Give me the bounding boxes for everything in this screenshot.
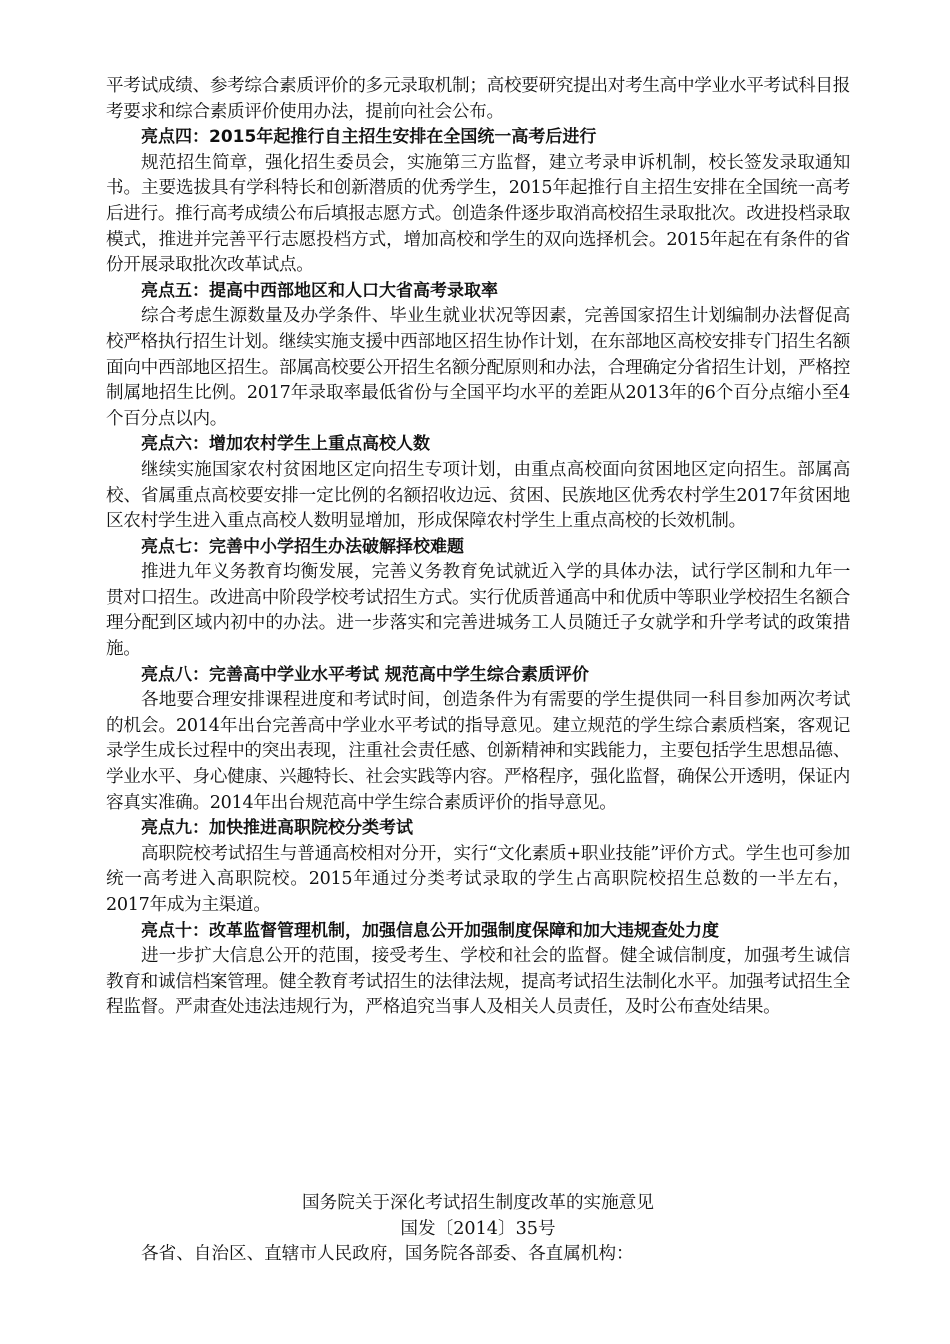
- section-body-7: 推进九年义务教育均衡发展，完善义务教育免试就近入学的具体办法，试行学区制和九年一贯对口招生。改进高中阶段学校考试招生方式。实行优质普通高中和优质中等职业学校招生名额合理分配到区域内初中的办法。进一步落实和完善进城务工人员随迁子女就学和升学考试的政策措施。: [106, 562, 850, 660]
- section-heading-6: 亮点六：增加农村学生上重点高校人数: [141, 434, 430, 455]
- section-heading-10: 亮点十：改革监督管理机制，加强信息公开加强制度保障和加大违规查处力度: [141, 920, 719, 941]
- section-heading-9: 亮点九：加快推进高职院校分类考试: [141, 818, 413, 839]
- section-body-9: 高职院校考试招生与普通高校相对分开，实行“文化素质+职业技能”评价方式。学生也可参加统一高考进入高职院校。2015年通过分类考试录取的学生占高职院校招生总数的一半左右，2017年成为主渠道。: [106, 843, 850, 915]
- intro-paragraph: 平考试成绩、参考综合素质评价的多元录取机制；高校要研究提出对考生高中学业水平考试科目报考要求和综合素质评价使用办法，提前向社会公布。: [106, 76, 850, 122]
- footer-salutation: 各省、自治区、直辖市人民政府，国务院各部委、各直属机构：: [141, 1244, 634, 1264]
- section-body-5: 综合考虑生源数量及办学条件、毕业生就业状况等因素，完善国家招生计划编制办法督促高校严格执行招生计划。继续实施支援中西部地区招生协作计划，在东部地区高校安排专门招生名额面向中西部地区招生。部属高校要公开招生名额分配原则和办法，合理确定分省招生计划，严格控制属地招生比例。2017年录取率最低省份与全国平均水平的差距从2013年的6个百分点缩小至4个百分点以内。: [106, 306, 850, 429]
- section-body-10: 进一步扩大信息公开的范围，接受考生、学校和社会的监督。健全诚信制度，加强考生诚信教育和诚信档案管理。健全教育考试招生的法律法规，提高考试招生法制化水平。加强考试招生全程监督。严肃查处违法违规行为，严格追究当事人及相关人员责任，及时公布查处结果。: [106, 946, 850, 1018]
- section-body-6: 继续实施国家农村贫困地区定向招生专项计划，由重点高校面向贫困地区定向招生。部属高校、省属重点高校要安排一定比例的名额招收边远、贫困、民族地区优秀农村学生2017年贫困地区农村学生进入重点高校人数明显增加，形成保障农村学生上重点高校的长效机制。: [106, 459, 850, 532]
- document-body: [106, 74, 850, 1021]
- section-heading-5: 亮点五：提高中西部地区和人口大省高考录取率: [141, 280, 498, 301]
- section-heading-8: 亮点八：完善高中学业水平考试 规范高中学生综合素质评价: [141, 664, 589, 685]
- footer-doc-number: 国发〔2014〕35号: [400, 1218, 556, 1239]
- section-heading-7: 亮点七：完善中小学招生办法破解择校难题: [141, 536, 464, 557]
- section-body-4: 规范招生简章，强化招生委员会，实施第三方监督，建立考录申诉机制，校长签发录取通知书。主要选拔具有学科特长和创新潜质的优秀学生，2015年起推行自主招生安排在全国统一高考后进行。推行高考成绩公布后填报志愿方式。创造条件逐步取消高校招生录取批次。改进投档录取模式，推进并完善平行志愿投档方式，增加高校和学生的双向选择机会。2015年起在有条件的省份开展录取批次改革试点。: [106, 152, 850, 276]
- document-footer: [106, 1191, 850, 1268]
- footer-title: 国务院关于深化考试招生制度改革的实施意见: [302, 1193, 654, 1213]
- section-heading-4: 亮点四：2015年起推行自主招生安排在全国统一高考后进行: [141, 127, 597, 148]
- section-body-8: 各地要合理安排课程进度和考试时间，创造条件为有需要的学生提供同一科目参加两次考试的机会。2014年出台完善高中学业水平考试的指导意见。建立规范的学生综合素质档案，客观记录学生成长过程中的突出表现，注重社会责任感、创新精神和实践能力，主要包括学生思想品德、学业水平、身心健康、兴趣特长、社会实践等内容。严格程序，强化监督，确保公开透明，保证内容真实准确。2014年出台规范高中学生综合素质评价的指导意见。: [106, 690, 850, 813]
